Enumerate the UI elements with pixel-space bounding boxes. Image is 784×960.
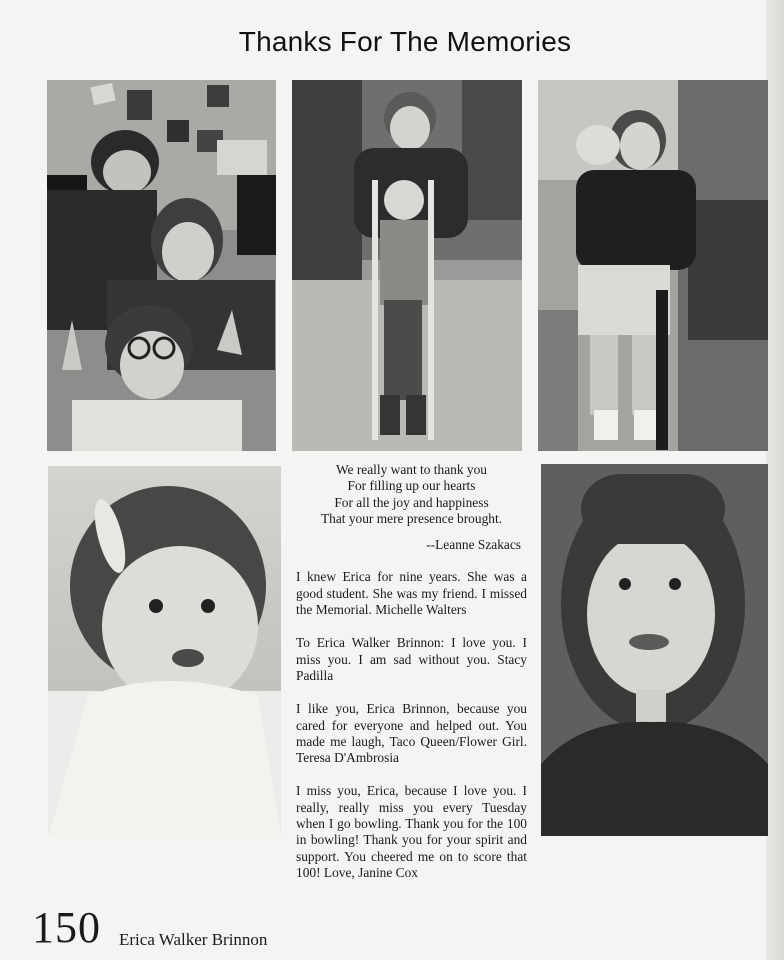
message-teresa-dambrosia: I like you, Erica Brinnon, because you cared for everyone and helped out. You made me laugh, Taco Queen/Flower Girl. Teresa D'Ambrosia — [296, 701, 527, 766]
girl-standing-photo — [538, 80, 768, 451]
message-michelle-walters: I knew Erica for nine years. She was a good student. She was my friend. I missed the Memorial. Michelle Walters — [296, 569, 527, 618]
tribute-text-column — [296, 462, 527, 898]
boy-with-toddler-photo — [292, 80, 522, 451]
portrait-photo — [541, 464, 768, 836]
group-photo — [47, 80, 276, 451]
poem-line: For all the joy and happiness — [334, 494, 489, 510]
page-title: Thanks For The Memories — [238, 26, 572, 57]
poem — [296, 462, 527, 527]
poem-author: --Leanne Szakacs — [426, 537, 521, 553]
message-stacy-padilla: To Erica Walker Brinnon: I love you. I miss you. I am sad without you. Stacy Padilla — [296, 635, 527, 683]
message-janine-cox: I miss you, Erica, because I love you. I really, really miss you every Tuesday when I go bowling. Thank you for the 100 in bowling! Thank you for your spirit and support. You cheered me on to score that 100! Love, Janine Cox — [296, 783, 527, 880]
poem-line: That your mere presence brought. — [320, 510, 503, 526]
page-number: 150 — [32, 903, 101, 952]
toddler-photo — [48, 466, 281, 838]
folio-name: Erica Walker Brinnon — [119, 930, 268, 949]
poem-line: We really want to thank you — [335, 462, 487, 477]
poem-line: For filling up our hearts — [347, 478, 476, 494]
page-edge — [766, 0, 784, 960]
